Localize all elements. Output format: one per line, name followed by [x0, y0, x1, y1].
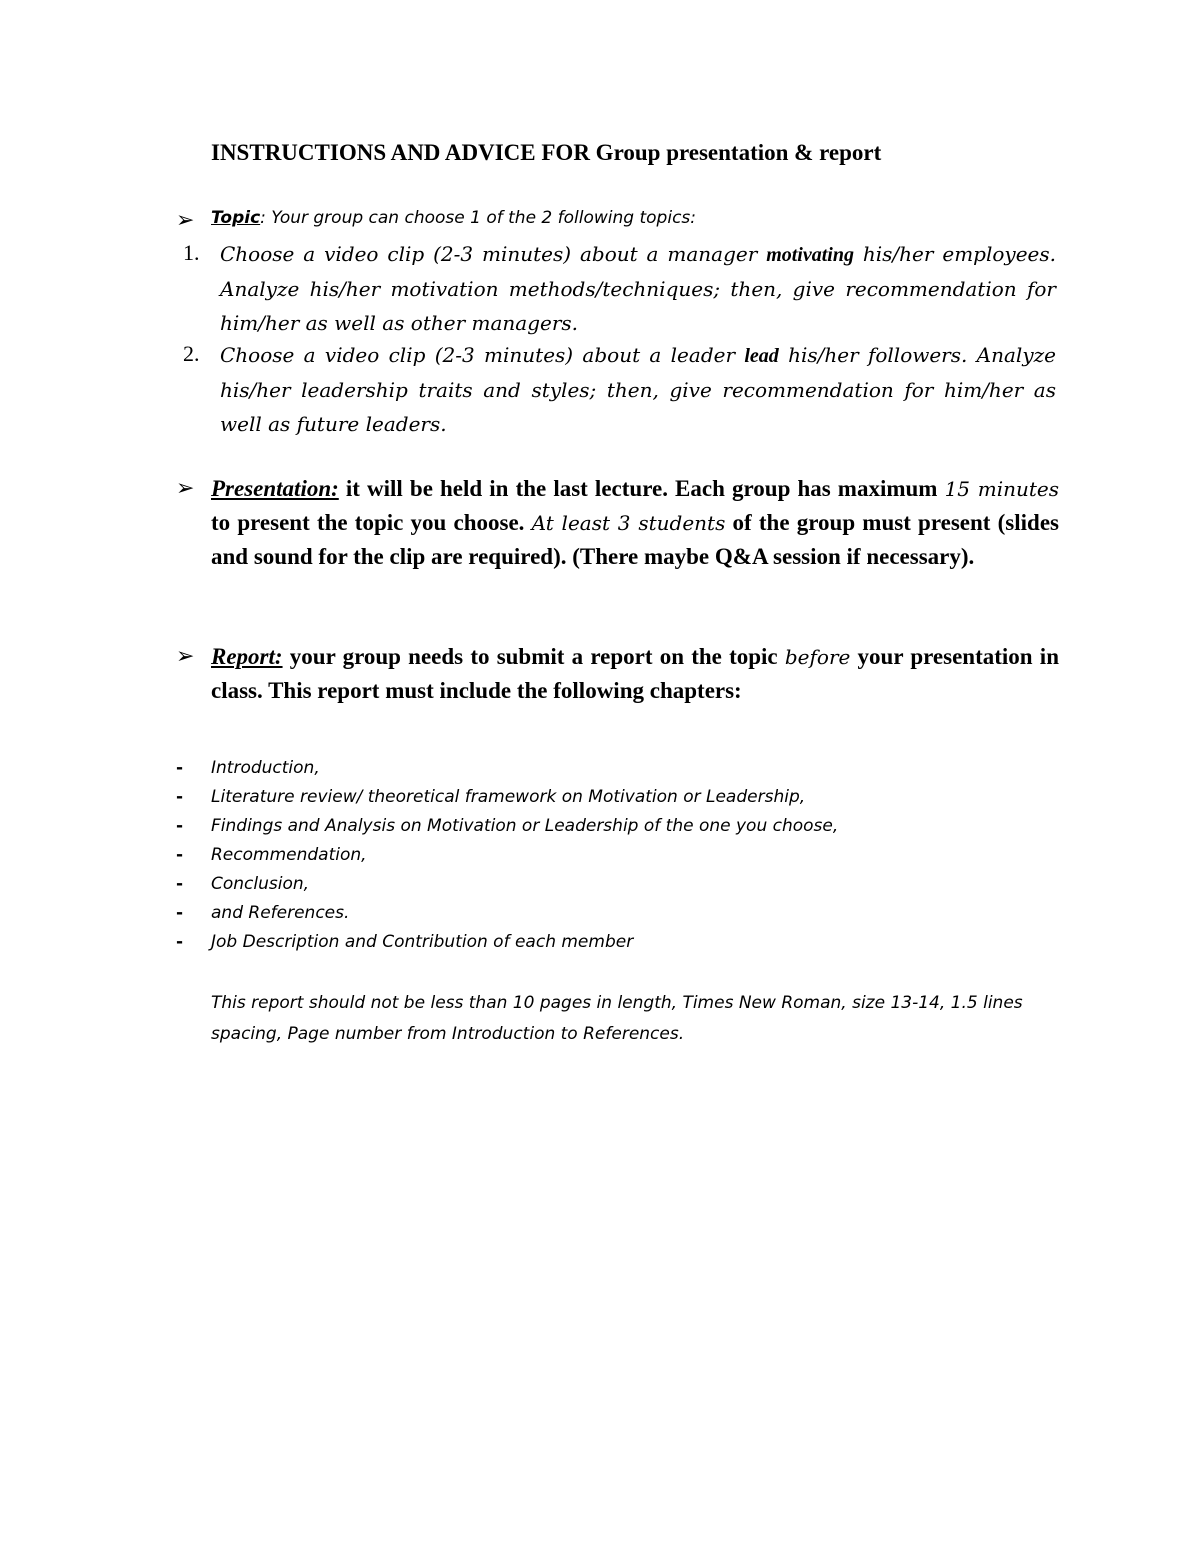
emphasis-word: lead	[744, 345, 779, 367]
dash-bullet: -	[176, 758, 184, 778]
report-paragraph: Report: your group needs to submit a report on the topic before your presentation in class. This report must include the following chapters:	[211, 644, 1059, 703]
document-page: INSTRUCTIONS AND ADVICE FOR Group presentation & report ➢ Topic: Your group can choose 1 of the 2 following topics: 1. Choose a video clip (2-3 minutes) about a manager motivating his/her employees. Analyze his/her motivation methods/techniques; then, give recommendation for him/her as well as other managers. 2. Choose a video clip (2-3 minutes) about a leader lead his/her followers. Analyze his/her leadership traits and styles; then, give recommendation for him/her as well as future leaders. ➢ Presentation: it will be held in the last lecture. Each group has maximum 15 minutes to present the topic you choose. At least 3 students of the group must present (slides and sound for the clip are required). (There maybe Q&A session if necessary). ➢ Report: your group needs to submit a report on the topic before your presentation in class. This report must include the following chapters: - Introduction, - Literature review/ theoretical framework on Motivation or Leadership, - Findings and Analysis on Motivation or Leadership of the one you choose, - Recommendation, - Conclusion, - and References. - Job Description and Contribution of each member This report should not be less than 10 pages in length, Times New Roman, size 13-14, 1.5 lines spacing, Page number from Introduction to References.	[0, 0, 1200, 1553]
document-title: INSTRUCTIONS AND ADVICE FOR Group presentation & report	[211, 140, 882, 165]
topic-label: Topic	[211, 208, 261, 228]
topic-intro: : Your group can choose 1 of the 2 following topics:	[260, 208, 696, 228]
arrow-bullet-icon: ➢	[176, 208, 195, 233]
dash-bullet: -	[176, 845, 184, 865]
report-label: Report:	[211, 644, 283, 669]
dash-bullet: -	[176, 932, 184, 952]
presentation-label: Presentation:	[211, 476, 339, 501]
dash-bullet: -	[176, 874, 184, 894]
topic-heading	[211, 208, 696, 228]
emphasis-word: motivating	[766, 244, 854, 266]
topic-item-2: Choose a video clip (2-3 minutes) about a leader lead his/her followers. Analyze his/her leadership traits and styles; then, give recommendation for him/her as well as future leaders.	[220, 343, 1056, 436]
topic-item-number: 2.	[183, 341, 200, 366]
presentation-paragraph: Presentation: it will be held in the last lecture. Each group has maximum 15 minutes to present the topic you choose. At least 3 students of the group must present (slides and sound for the clip are required). (There maybe Q&A session if necessary).	[211, 476, 1059, 569]
arrow-bullet-icon: ➢	[176, 476, 195, 501]
topic-item-1: Choose a video clip (2-3 minutes) about a manager motivating his/her employees. Analyze his/her motivation methods/techniques; then, give recommendation for him/her as well as other managers.	[220, 242, 1056, 335]
arrow-bullet-icon: ➢	[176, 644, 195, 669]
dash-bullet: -	[176, 787, 184, 807]
dash-bullet: -	[176, 816, 184, 836]
topic-item-number: 1.	[183, 240, 200, 265]
report-requirements-note: This report should not be less than 10 pages in length, Times New Roman, size 13-14, 1.5 lines spacing, Page number from Introduction to References.	[211, 993, 1023, 1044]
dash-bullet: -	[176, 903, 184, 923]
